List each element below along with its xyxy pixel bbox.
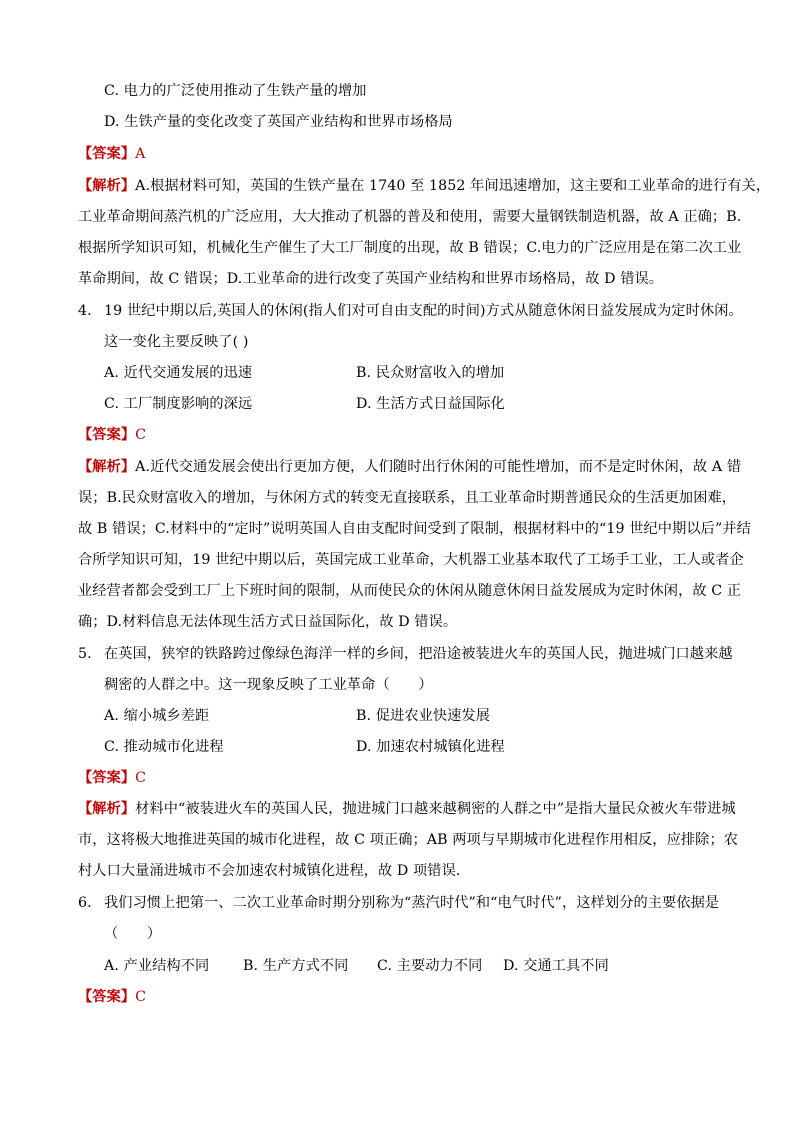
q4-analysis-line-1 (78, 458, 741, 476)
q5-stem-line-2: 稠密的人群之中。这一现象反映了工业革命（ ） (104, 677, 433, 693)
q5-analysis-line-2: 市，这将极大地推进英国的城市化进程，故 C 项正确；AB 两项与早期城市化进程作用相反，应排除；农 (78, 832, 739, 848)
q6-option-d: D. 交通工具不同 (503, 958, 609, 974)
q6-stem-line-1: 我们习惯上把第一、二次工业革命时期分别称为“蒸汽时代”和“电气时代”，这样划分的主要依据是 (104, 895, 720, 911)
q4-analysis-line-5: 业经营者都会受到工厂上下班时间的限制，从而使民众的休闲从随意休闲日益发展成为定时休闲，故 C 正 (78, 583, 742, 599)
q5-option-c: C. 推动城市化进程 (104, 739, 224, 755)
q4-option-a: A. 近代交通发展的迅速 (104, 365, 253, 381)
q5-option-d: D. 加速农村城镇化进程 (356, 739, 505, 755)
q3-option-c: C. 电力的广泛使用推动了生铁产量的增加 (104, 83, 367, 99)
q4-analysis-line-3: 故 B 错误；C.材料中的“定时”说明英国人自由支配时间受到了限制，根据材料中的“19 世纪中期以后”并结 (78, 521, 751, 537)
q4-number: 4. (78, 303, 92, 319)
analysis-text: 材料中“被装进火车的英国人民，抛进城门口越来越稠密的人群之中”是指大量民众被火车带进城 (135, 801, 736, 817)
q3-analysis-line-2: 工业革命期间蒸汽机的广泛应用，大大推动了机器的普及和使用，需要大量钢铁制造机器，故 A 正确；B. (78, 209, 742, 225)
analysis-text: A.根据材料可知，英国的生铁产量在 1740 至 1852 年间迅速增加，这主要和工业革命的进行有关， (135, 178, 771, 194)
answer-value: C (135, 989, 147, 1005)
q5-number: 5. (78, 646, 92, 662)
answer-value: C (135, 427, 147, 443)
q5-stem-line-1: 在英国，狭窄的铁路跨过像绿色海洋一样的乡间，把沿途被装进火车的英国人民，抛进城门口越来越 (104, 646, 733, 662)
q5-option-a: A. 缩小城乡差距 (104, 708, 210, 724)
q3-analysis-line-3: 根据所学知识可知，机械化生产催生了大工厂制度的出现，故 B 错误；C.电力的广泛应用是在第二次工业 (78, 240, 742, 256)
q3-option-d: D. 生铁产量的变化改变了英国产业结构和世界市场格局 (104, 114, 453, 130)
q3-answer (78, 145, 146, 163)
analysis-label: 【解析】 (78, 801, 136, 817)
q6-answer (78, 988, 146, 1006)
q4-stem-line-1: 19 世纪中期以后,英国人的休闲(指人们对可自由支配的时间)方式从随意休闲日益发展成为定时休闲。 (104, 303, 743, 319)
q3-analysis-line-4: 革命期间，故 C 错误；D.工业革命的进行改变了英国产业结构和世界市场格局，故 D 错误。 (78, 271, 664, 287)
q4-option-d: D. 生活方式日益国际化 (356, 396, 505, 412)
q6-option-a: A. 产业结构不同 (104, 958, 210, 974)
q4-analysis-line-4: 合所学知识可知，19 世纪中期以后，英国完成工业革命，大机器工业基本取代了工场手工业，工人或者企 (78, 552, 744, 568)
q4-option-b: B. 民众财富收入的增加 (356, 365, 505, 381)
answer-label: 【答案】 (78, 427, 136, 443)
q4-analysis-line-2: 误；B.民众财富收入的增加，与休闲方式的转变无直接联系，且工业革命时期普通民众的生活更加困难， (78, 490, 737, 506)
q4-stem-line-2: 这一变化主要反映了( ) (104, 334, 249, 350)
answer-value: A (135, 146, 146, 162)
q4-answer (78, 426, 146, 444)
q3-analysis-line-1 (78, 177, 770, 195)
analysis-label: 【解析】 (78, 459, 136, 475)
q4-analysis-line-6: 确；D.材料信息无法体现生活方式日益国际化，故 D 错误。 (78, 614, 458, 630)
q5-option-b: B. 促进农业快速发展 (356, 708, 491, 724)
analysis-text: A.近代交通发展会使出行更加方便，人们随时出行休闲的可能性增加，而不是定时休闲，故 A 错 (135, 459, 742, 475)
answer-value: C (135, 770, 147, 786)
analysis-label: 【解析】 (78, 178, 136, 194)
q4-option-c: C. 工厂制度影响的深远 (104, 396, 253, 412)
answer-label: 【答案】 (78, 770, 136, 786)
q6-option-b: B. 生产方式不同 (243, 958, 349, 974)
answer-label: 【答案】 (78, 146, 136, 162)
q6-option-c: C. 主要动力不同 (377, 958, 483, 974)
q6-number: 6. (78, 895, 92, 911)
q5-analysis-line-3: 村人口大量涌进城市不会加速农村城镇化进程，故 D 项错误． (78, 863, 471, 879)
q6-stem-line-2: （ ） (104, 926, 162, 942)
q5-answer (78, 769, 146, 787)
q5-analysis-line-1 (78, 800, 736, 818)
answer-label: 【答案】 (78, 989, 136, 1005)
